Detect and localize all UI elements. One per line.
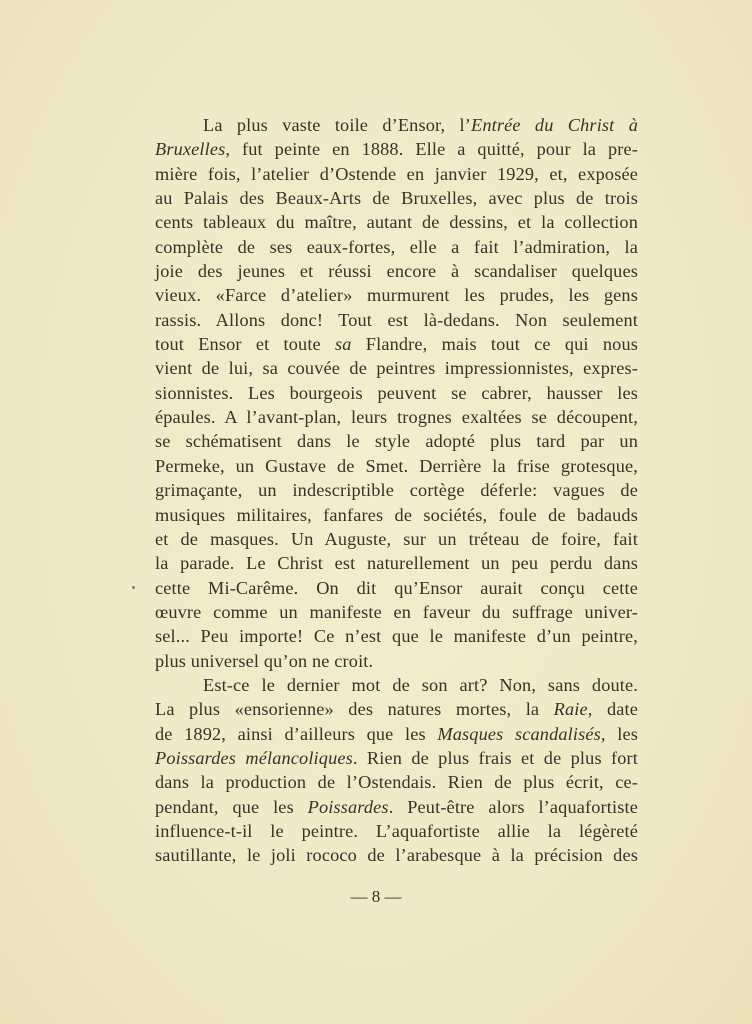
text-run: mière fois, l’atelier d’Ostende en janvier 1929, et, exposée bbox=[155, 163, 638, 184]
text-line bbox=[155, 697, 638, 721]
text-run: vieux. «Farce d’atelier» murmurent les prudes, les gens bbox=[155, 285, 638, 306]
paragraph bbox=[155, 673, 638, 868]
text-line bbox=[155, 113, 638, 137]
text-line bbox=[155, 186, 638, 210]
italic-title: Entrée du Christ à bbox=[471, 115, 638, 135]
text-line bbox=[155, 454, 638, 478]
text-line bbox=[155, 576, 638, 600]
text-run: la parade. Le Christ est naturellement un peu perdu dans bbox=[155, 553, 638, 574]
text-run: de 1892, ainsi d’ailleurs que les bbox=[155, 723, 438, 744]
text-line bbox=[155, 381, 638, 405]
text-run: . Peut-être alors l’aquafortiste bbox=[388, 796, 638, 817]
text-run: fut peinte en 1888. Elle a quitté, pour la pre- bbox=[230, 139, 638, 160]
italic-title: Poissardes bbox=[307, 796, 389, 817]
text-line bbox=[155, 746, 638, 770]
italic-title: Bruxelles, bbox=[155, 139, 231, 160]
text-line bbox=[155, 551, 638, 575]
text-run: se schématisent dans le style adopté plus tard par un bbox=[155, 431, 638, 452]
text-line bbox=[155, 137, 638, 161]
text-line bbox=[155, 503, 638, 527]
text-line bbox=[155, 673, 638, 697]
text-run: les bbox=[605, 723, 638, 744]
text-run: Permeke, un Gustave de Smet. Derrière la frise grotesque, bbox=[155, 455, 638, 476]
text-line bbox=[155, 843, 638, 867]
text-line bbox=[155, 235, 638, 259]
text-line bbox=[155, 259, 638, 283]
text-run: dans la production de l’Ostendais. Rien de plus écrit, ce- bbox=[155, 772, 638, 793]
text-line bbox=[155, 600, 638, 624]
text-run: Est-ce le dernier mot de son art? Non, sans doute. bbox=[203, 674, 638, 695]
text-line bbox=[155, 332, 638, 356]
text-line bbox=[155, 429, 638, 453]
text-line bbox=[155, 649, 638, 673]
text-run: sautillante, le joli rococo de l’arabesque à la précision des bbox=[155, 845, 638, 866]
text-run: au Palais des Beaux-Arts de Bruxelles, avec plus de trois bbox=[155, 188, 638, 209]
text-line bbox=[155, 356, 638, 380]
text-line bbox=[155, 770, 638, 794]
text-run: épaules. A l’avant-plan, leurs trognes exaltées se découpent, bbox=[155, 407, 638, 428]
text-run: joie des jeunes et réussi encore à scandaliser quelques bbox=[155, 261, 638, 282]
text-run: grimaçante, un indescriptible cortège déferle: vagues de bbox=[155, 480, 638, 501]
text-run: plus universel qu’on ne croit. bbox=[155, 650, 374, 671]
text-run: influence-t-il le peintre. L’aquafortiste allie la légèreté bbox=[155, 820, 638, 841]
page-number: — 8 — bbox=[350, 887, 402, 906]
text-run: cents tableaux du maître, autant de dessins, et la collection bbox=[155, 212, 638, 233]
italic-title: Masques scandalisés, bbox=[437, 723, 606, 744]
text-run: sionnistes. Les bourgeois peuvent se cabrer, hausser les bbox=[155, 382, 638, 403]
text-run: œuvre comme un manifeste en faveur du suffrage univer- bbox=[155, 601, 638, 622]
text-run: vient de lui, sa couvée de peintres impressionnistes, expres- bbox=[155, 358, 638, 379]
italic-title: sa bbox=[335, 334, 352, 355]
margin-speck bbox=[132, 586, 135, 589]
text-run: sel... Peu importe! Ce n’est que le manifeste d’un peintre, bbox=[155, 626, 638, 647]
text-run: Flandre, mais tout ce qui nous bbox=[351, 334, 638, 355]
text-run: cette Mi-Carême. On dit qu’Ensor aurait conçu cette bbox=[155, 577, 638, 598]
text-run: musiques militaires, fanfares de sociétés, foule de badauds bbox=[155, 504, 638, 525]
text-line bbox=[155, 162, 638, 186]
text-run: La plus «ensorienne» des natures mortes, la bbox=[155, 699, 554, 720]
text-line bbox=[155, 210, 638, 234]
text-run: La plus vaste toile d’Ensor, l’ bbox=[203, 115, 472, 135]
text-line bbox=[155, 795, 638, 819]
italic-title: Raie, bbox=[553, 699, 593, 720]
text-line bbox=[155, 308, 638, 332]
text-line bbox=[155, 405, 638, 429]
text-line bbox=[155, 624, 638, 648]
text-line bbox=[155, 819, 638, 843]
text-line bbox=[155, 527, 638, 551]
text-run: rassis. Allons donc! Tout est là-dedans. Non seulement bbox=[155, 309, 638, 330]
text-run: pendant, que les bbox=[155, 796, 308, 817]
italic-title: Poissardes mélancoliques bbox=[155, 747, 353, 768]
body-text bbox=[155, 113, 638, 868]
text-line bbox=[155, 478, 638, 502]
text-run: date bbox=[592, 699, 638, 720]
text-run: . Rien de plus frais et de plus fort bbox=[352, 747, 638, 768]
text-line bbox=[155, 283, 638, 307]
text-run: tout Ensor et toute bbox=[155, 334, 336, 355]
text-run: et de masques. Un Auguste, sur un tréteau de foire, fait bbox=[155, 528, 638, 549]
text-run: complète de ses eaux-fortes, elle a fait l’admiration, la bbox=[155, 236, 638, 257]
paragraph bbox=[155, 113, 638, 673]
text-line bbox=[155, 722, 638, 746]
